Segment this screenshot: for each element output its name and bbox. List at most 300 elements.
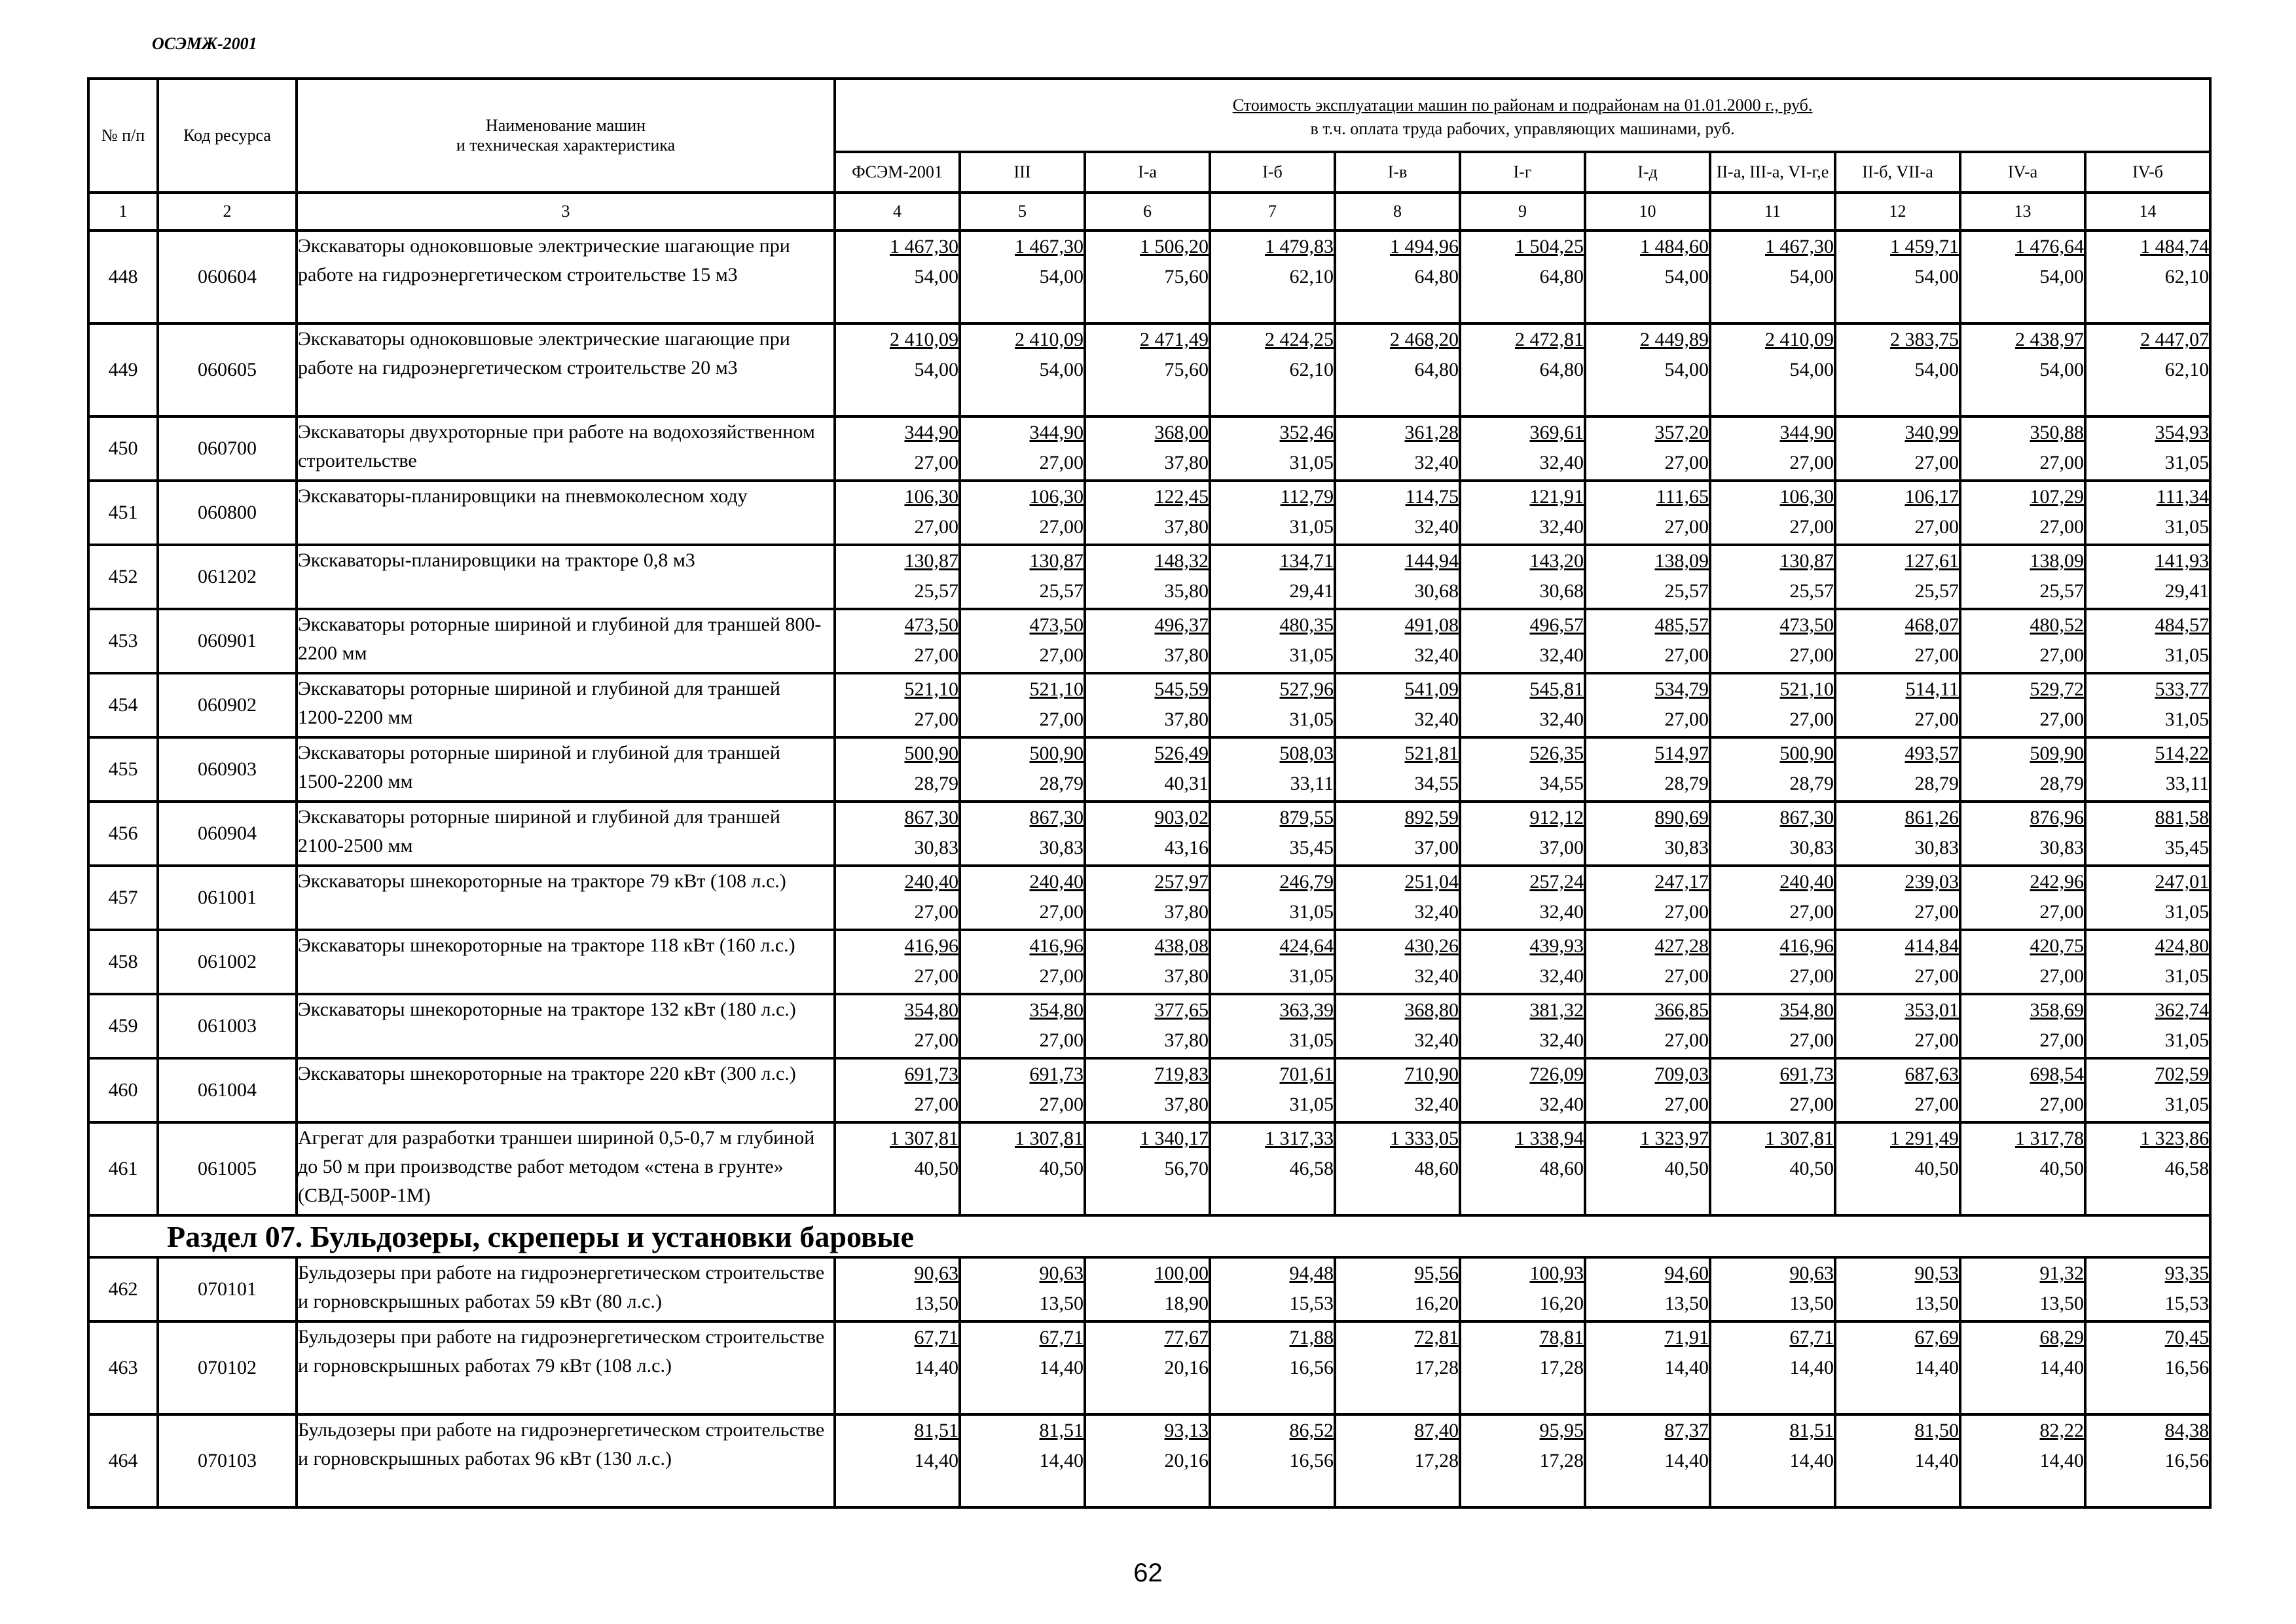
cost-cell: [1710, 481, 1835, 545]
row-number: 463: [88, 1321, 158, 1414]
cost-cell: [1460, 737, 1585, 802]
row-number: 449: [88, 323, 158, 416]
total-cost: 521,10: [904, 678, 958, 700]
labor-cost: 17,28: [1539, 1450, 1584, 1471]
column-number-11: 11: [1710, 193, 1835, 231]
cost-cell: [835, 930, 960, 994]
total-cost: 534,79: [1654, 678, 1709, 700]
cost-cell: [835, 231, 960, 323]
labor-cost: 32,40: [1414, 452, 1459, 473]
total-cost: 353,01: [1904, 999, 1959, 1021]
labor-cost: 54,00: [2039, 359, 2084, 380]
total-cost: 381,32: [1529, 999, 1584, 1021]
labor-cost: 13,50: [1914, 1293, 1959, 1314]
cost-cell: [1960, 737, 2085, 802]
cost-cell: [1210, 673, 1335, 737]
row-number: 458: [88, 930, 158, 994]
labor-cost: 13,50: [1039, 1293, 1084, 1314]
total-cost: 257,97: [1154, 871, 1209, 893]
labor-cost: 40,50: [1664, 1158, 1709, 1179]
labor-cost: 28,79: [914, 773, 958, 794]
machine-name-text: Экскаваторы роторные шириной и глубиной для траншей 800-2200 мм: [298, 614, 822, 664]
labor-cost: 27,00: [1914, 1029, 1959, 1051]
labor-cost: 27,00: [1789, 644, 1834, 666]
total-cost: 368,80: [1404, 999, 1459, 1021]
cost-cell: [1085, 1414, 1210, 1507]
labor-cost: 27,00: [1914, 709, 1959, 730]
total-cost: 1 467,30: [1015, 236, 1084, 257]
labor-cost: 30,83: [1039, 837, 1084, 858]
total-cost: 106,30: [1029, 486, 1084, 507]
labor-cost: 37,80: [1164, 516, 1209, 538]
total-cost: 81,51: [1039, 1420, 1084, 1441]
total-cost: 81,51: [1789, 1420, 1834, 1441]
labor-cost: 37,80: [1164, 452, 1209, 473]
machine-name-text: Бульдозеры при работе на гидроэнергетическом строительстве и горновскрышных работах 96 кВт (130 л.с.): [298, 1419, 825, 1469]
labor-cost: 56,70: [1164, 1158, 1209, 1179]
cost-cell: [1335, 930, 1460, 994]
total-cost: 545,81: [1529, 678, 1584, 700]
labor-cost: 31,05: [2164, 516, 2210, 538]
total-cost: 1 459,71: [1890, 236, 1959, 257]
total-cost: 94,60: [1664, 1263, 1709, 1284]
labor-cost: 25,57: [2039, 580, 2084, 602]
table-row: [88, 1257, 2210, 1321]
labor-cost: 14,40: [1914, 1357, 1959, 1378]
labor-cost: 31,05: [1289, 965, 1334, 987]
cost-cell: [1460, 1321, 1585, 1414]
cost-cell: [1335, 481, 1460, 545]
total-cost: 514,22: [2155, 743, 2210, 764]
table-row: [88, 673, 2210, 737]
machine-name-text: Бульдозеры при работе на гидроэнергетическом строительстве и горновскрышных работах 59 кВт (80 л.с.): [298, 1262, 825, 1312]
row-number: 448: [88, 231, 158, 323]
resource-code: 060902: [158, 673, 297, 737]
total-cost: 1 494,96: [1390, 236, 1459, 257]
cost-cell: [835, 1058, 960, 1122]
total-cost: 366,85: [1654, 999, 1709, 1021]
cost-cell: [1085, 609, 1210, 673]
row-number: 460: [88, 1058, 158, 1122]
labor-cost: 35,80: [1164, 580, 1209, 602]
cost-cell: [1835, 416, 1960, 481]
cost-cell: [1710, 231, 1835, 323]
labor-cost: 14,40: [1664, 1450, 1709, 1471]
cost-cell: [1085, 416, 1210, 481]
labor-cost: 31,05: [1289, 452, 1334, 473]
labor-cost: 54,00: [1664, 359, 1709, 380]
labor-cost: 64,80: [1414, 266, 1459, 287]
cost-group-line2: в т.ч. оплата труда рабочих, управляющих машинами, руб.: [1310, 119, 1735, 138]
total-cost: 90,63: [1039, 1263, 1084, 1284]
col-header-name-line2: и техническая характеристика: [456, 136, 676, 155]
total-cost: 90,63: [1789, 1263, 1834, 1284]
total-cost: 1 323,86: [2140, 1128, 2210, 1149]
resource-code: 061202: [158, 545, 297, 609]
total-cost: 361,28: [1404, 422, 1459, 443]
cost-cell: [960, 1414, 1085, 1507]
total-cost: 1 307,81: [890, 1128, 958, 1149]
cost-cell: [835, 737, 960, 802]
total-cost: 691,73: [904, 1063, 958, 1085]
cost-cell: [1210, 481, 1335, 545]
region-header-4: I-б: [1210, 152, 1335, 193]
cost-cell: [835, 866, 960, 930]
total-cost: 867,30: [904, 807, 958, 828]
cost-cell: [1460, 1058, 1585, 1122]
cost-cell: [1710, 673, 1835, 737]
total-cost: 427,28: [1654, 935, 1709, 957]
cost-cell: [1460, 866, 1585, 930]
cost-cell: [1210, 994, 1335, 1058]
labor-cost: 31,05: [1289, 1029, 1334, 1051]
total-cost: 81,50: [1914, 1420, 1959, 1441]
total-cost: 892,59: [1404, 807, 1459, 828]
cost-cell: [1835, 737, 1960, 802]
cost-cell: [1835, 481, 1960, 545]
total-cost: 67,71: [914, 1327, 958, 1348]
row-number: 455: [88, 737, 158, 802]
total-cost: 350,88: [2030, 422, 2084, 443]
resource-code: 070102: [158, 1321, 297, 1414]
machine-name-text: Экскаваторы роторные шириной и глубиной для траншей 2100-2500 мм: [298, 806, 780, 857]
total-cost: 82,22: [2039, 1420, 2084, 1441]
cost-cell: [1085, 1122, 1210, 1215]
cost-cell: [1585, 1321, 1710, 1414]
total-cost: 496,57: [1529, 614, 1584, 636]
cost-cell: [1335, 1257, 1460, 1321]
labor-cost: 27,00: [1914, 452, 1959, 473]
total-cost: 2 438,97: [2015, 329, 2084, 350]
total-cost: 1 307,81: [1765, 1128, 1834, 1149]
table-row: [88, 866, 2210, 930]
labor-cost: 33,11: [2165, 773, 2210, 794]
cost-cell: [1960, 1414, 2085, 1507]
cost-cell: [1085, 231, 1210, 323]
machine-name-text: Экскаваторы-планировщики на пневмоколесном ходу: [298, 485, 748, 507]
cost-cell: [1960, 231, 2085, 323]
total-cost: 701,61: [1279, 1063, 1334, 1085]
total-cost: 430,26: [1404, 935, 1459, 957]
total-cost: 369,61: [1529, 422, 1584, 443]
cost-cell: [1085, 930, 1210, 994]
cost-cell: [1585, 416, 1710, 481]
total-cost: 2 472,81: [1515, 329, 1584, 350]
labor-cost: 27,00: [1789, 516, 1834, 538]
cost-cell: [1460, 416, 1585, 481]
machine-name: [297, 802, 835, 866]
cost-cell: [1835, 1257, 1960, 1321]
labor-cost: 27,00: [1664, 709, 1709, 730]
labor-cost: 54,00: [1914, 266, 1959, 287]
cost-cell: [1585, 1414, 1710, 1507]
cost-cell: [1835, 1321, 1960, 1414]
labor-cost: 27,00: [2039, 709, 2084, 730]
labor-cost: 25,57: [1914, 580, 1959, 602]
cost-cell: [1460, 1257, 1585, 1321]
labor-cost: 35,45: [1289, 837, 1334, 858]
cost-cell: [1335, 1122, 1460, 1215]
cost-group-line1: Стоимость эксплуатации машин по районам и подрайонам на 01.01.2000 г., руб.: [1232, 96, 1813, 115]
total-cost: 2 383,75: [1890, 329, 1959, 350]
total-cost: 90,63: [914, 1263, 958, 1284]
cost-cell: [2085, 866, 2210, 930]
total-cost: 138,09: [1654, 550, 1709, 572]
resource-code: 060901: [158, 609, 297, 673]
cost-cell: [1960, 609, 2085, 673]
machine-cost-table: [87, 77, 2212, 1509]
column-number-2: 2: [158, 193, 297, 231]
col-header-cost-group: [835, 79, 2210, 152]
total-cost: 340,99: [1904, 422, 1959, 443]
cost-cell: [1335, 673, 1460, 737]
total-cost: 1 317,78: [2015, 1128, 2084, 1149]
cost-cell: [960, 930, 1085, 994]
labor-cost: 27,00: [914, 901, 958, 923]
labor-cost: 27,00: [1039, 709, 1084, 730]
cost-cell: [1710, 1122, 1835, 1215]
cost-cell: [1460, 994, 1585, 1058]
cost-cell: [2085, 481, 2210, 545]
table-row: [88, 481, 2210, 545]
labor-cost: 32,40: [1539, 1094, 1584, 1115]
total-cost: 1 291,49: [1890, 1128, 1959, 1149]
machine-name: [297, 1058, 835, 1122]
total-cost: 1 467,30: [890, 236, 958, 257]
total-cost: 148,32: [1154, 550, 1209, 572]
cost-cell: [1085, 1257, 1210, 1321]
total-cost: 485,57: [1654, 614, 1709, 636]
total-cost: 545,59: [1154, 678, 1209, 700]
total-cost: 521,10: [1029, 678, 1084, 700]
column-number-3: 3: [297, 193, 835, 231]
labor-cost: 30,83: [1789, 837, 1834, 858]
total-cost: 468,07: [1904, 614, 1959, 636]
row-number: 450: [88, 416, 158, 481]
cost-cell: [1335, 866, 1460, 930]
column-number-13: 13: [1960, 193, 2085, 231]
total-cost: 91,32: [2039, 1263, 2084, 1284]
cost-cell: [1960, 1122, 2085, 1215]
cost-cell: [1210, 1257, 1335, 1321]
total-cost: 1 338,94: [1515, 1128, 1584, 1149]
row-number: 451: [88, 481, 158, 545]
labor-cost: 27,00: [1039, 1094, 1084, 1115]
labor-cost: 27,00: [914, 709, 958, 730]
total-cost: 867,30: [1029, 807, 1084, 828]
total-cost: 1 476,64: [2015, 236, 2084, 257]
cost-cell: [1835, 545, 1960, 609]
cost-cell: [960, 1321, 1085, 1414]
labor-cost: 15,53: [2164, 1293, 2210, 1314]
cost-cell: [960, 802, 1085, 866]
cost-cell: [1585, 802, 1710, 866]
labor-cost: 14,40: [2039, 1357, 2084, 1378]
total-cost: 77,67: [1164, 1327, 1209, 1348]
labor-cost: 37,80: [1164, 1029, 1209, 1051]
cost-cell: [835, 545, 960, 609]
total-cost: 702,59: [2155, 1063, 2210, 1085]
labor-cost: 27,00: [1039, 965, 1084, 987]
labor-cost: 16,56: [2164, 1450, 2210, 1471]
labor-cost: 27,00: [1914, 644, 1959, 666]
total-cost: 912,12: [1529, 807, 1584, 828]
column-number-4: 4: [835, 193, 960, 231]
cost-cell: [1835, 930, 1960, 994]
labor-cost: 16,56: [2164, 1357, 2210, 1378]
cost-cell: [2085, 231, 2210, 323]
column-number-5: 5: [960, 193, 1085, 231]
total-cost: 514,97: [1654, 743, 1709, 764]
labor-cost: 28,79: [2039, 773, 2084, 794]
cost-cell: [835, 416, 960, 481]
total-cost: 247,01: [2155, 871, 2210, 893]
column-number-9: 9: [1460, 193, 1585, 231]
cost-cell: [1710, 1321, 1835, 1414]
labor-cost: 40,50: [2039, 1158, 2084, 1179]
total-cost: 95,95: [1539, 1420, 1584, 1441]
total-cost: 509,90: [2030, 743, 2084, 764]
region-header-5: I-в: [1335, 152, 1460, 193]
labor-cost: 27,00: [1664, 644, 1709, 666]
labor-cost: 27,00: [1789, 965, 1834, 987]
total-cost: 726,09: [1529, 1063, 1584, 1085]
cost-cell: [1835, 1058, 1960, 1122]
labor-cost: 64,80: [1539, 266, 1584, 287]
cost-cell: [1835, 994, 1960, 1058]
total-cost: 94,48: [1289, 1263, 1334, 1284]
labor-cost: 16,20: [1414, 1293, 1459, 1314]
cost-cell: [835, 481, 960, 545]
total-cost: 368,00: [1154, 422, 1209, 443]
cost-cell: [1210, 545, 1335, 609]
total-cost: 112,79: [1280, 486, 1334, 507]
labor-cost: 27,00: [1664, 452, 1709, 473]
labor-cost: 48,60: [1414, 1158, 1459, 1179]
labor-cost: 27,00: [914, 965, 958, 987]
labor-cost: 14,40: [914, 1450, 958, 1471]
cost-cell: [1585, 481, 1710, 545]
cost-cell: [960, 609, 1085, 673]
total-cost: 71,88: [1289, 1327, 1334, 1348]
total-cost: 480,52: [2030, 614, 2084, 636]
resource-code: 060904: [158, 802, 297, 866]
total-cost: 527,96: [1279, 678, 1334, 700]
cost-cell: [1460, 1414, 1585, 1507]
labor-cost: 31,05: [2164, 901, 2210, 923]
total-cost: 344,90: [904, 422, 958, 443]
machine-name: [297, 737, 835, 802]
total-cost: 240,40: [904, 871, 958, 893]
labor-cost: 13,50: [1664, 1293, 1709, 1314]
total-cost: 344,90: [1779, 422, 1834, 443]
labor-cost: 75,60: [1164, 266, 1209, 287]
labor-cost: 27,00: [1664, 965, 1709, 987]
cost-cell: [2085, 802, 2210, 866]
cost-cell: [835, 609, 960, 673]
machine-name-text: Экскаваторы шнекороторные на тракторе 118 кВт (160 л.с.): [298, 934, 795, 956]
labor-cost: 25,57: [1789, 580, 1834, 602]
machine-name: [297, 930, 835, 994]
total-cost: 1 333,05: [1390, 1128, 1459, 1149]
total-cost: 439,93: [1529, 935, 1584, 957]
total-cost: 111,65: [1656, 486, 1709, 507]
labor-cost: 54,00: [2039, 266, 2084, 287]
total-cost: 143,20: [1529, 550, 1584, 572]
total-cost: 500,90: [904, 743, 958, 764]
labor-cost: 31,05: [1289, 644, 1334, 666]
cost-cell: [2085, 1321, 2210, 1414]
cost-cell: [1585, 930, 1710, 994]
total-cost: 500,90: [1779, 743, 1834, 764]
total-cost: 106,30: [904, 486, 958, 507]
total-cost: 709,03: [1654, 1063, 1709, 1085]
labor-cost: 27,00: [2039, 644, 2084, 666]
total-cost: 903,02: [1154, 807, 1209, 828]
machine-name-text: Экскаваторы роторные шириной и глубиной для траншей 1500-2200 мм: [298, 742, 780, 792]
region-header-6: I-г: [1460, 152, 1585, 193]
cost-cell: [960, 866, 1085, 930]
total-cost: 1 484,74: [2140, 236, 2210, 257]
labor-cost: 28,79: [1039, 773, 1084, 794]
cost-cell: [1085, 737, 1210, 802]
cost-cell: [1960, 481, 2085, 545]
row-number: 459: [88, 994, 158, 1058]
region-header-9: II-б, VII-а: [1835, 152, 1960, 193]
labor-cost: 28,79: [1664, 773, 1709, 794]
total-cost: 687,63: [1904, 1063, 1959, 1085]
machine-name-text: Экскаваторы шнекороторные на тракторе 220 кВт (300 л.с.): [298, 1063, 796, 1084]
resource-code: 060903: [158, 737, 297, 802]
cost-cell: [1960, 1257, 2085, 1321]
labor-cost: 32,40: [1539, 709, 1584, 730]
resource-code: 060800: [158, 481, 297, 545]
total-cost: 698,54: [2030, 1063, 2084, 1085]
labor-cost: 13,50: [2039, 1293, 2084, 1314]
labor-cost: 27,00: [1664, 901, 1709, 923]
cost-cell: [1960, 673, 2085, 737]
labor-cost: 62,10: [1289, 266, 1334, 287]
labor-cost: 31,05: [2164, 965, 2210, 987]
resource-code: 061001: [158, 866, 297, 930]
total-cost: 867,30: [1779, 807, 1834, 828]
cost-cell: [1335, 231, 1460, 323]
cost-cell: [960, 737, 1085, 802]
machine-name: [297, 1414, 835, 1507]
labor-cost: 27,00: [1664, 1029, 1709, 1051]
cost-cell: [1335, 323, 1460, 416]
total-cost: 72,81: [1414, 1327, 1459, 1348]
resource-code: 060605: [158, 323, 297, 416]
table-row: [88, 802, 2210, 866]
total-cost: 67,71: [1039, 1327, 1084, 1348]
labor-cost: 31,05: [1289, 516, 1334, 538]
cost-cell: [1460, 1122, 1585, 1215]
table-row: [88, 994, 2210, 1058]
cost-cell: [1210, 1122, 1335, 1215]
machine-name: [297, 994, 835, 1058]
cost-cell: [1710, 609, 1835, 673]
row-number: 452: [88, 545, 158, 609]
cost-cell: [1960, 866, 2085, 930]
cost-cell: [1585, 1058, 1710, 1122]
column-number-8: 8: [1335, 193, 1460, 231]
total-cost: 127,61: [1904, 550, 1959, 572]
total-cost: 239,03: [1904, 871, 1959, 893]
labor-cost: 40,50: [1039, 1158, 1084, 1179]
total-cost: 106,17: [1904, 486, 1959, 507]
cost-cell: [1210, 930, 1335, 994]
